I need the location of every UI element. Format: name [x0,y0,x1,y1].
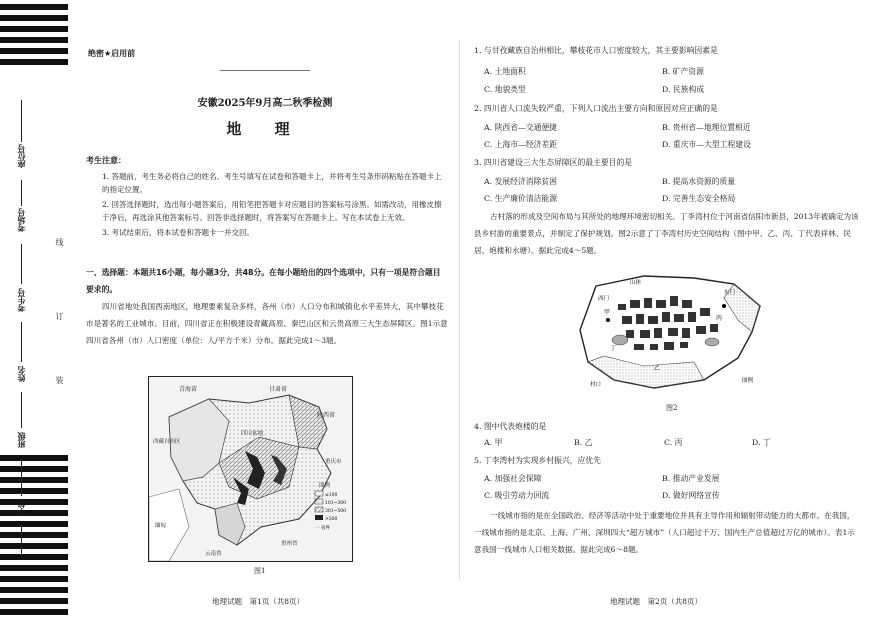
note-item: 2. 回答选择题时，选出每小题答案后，用铅笔把答题卡对应题目的答案标号涂黑。如需改动，用橡皮擦干净后，再选涂其他答案标号。回答非选择题时，将答案写在答题卡上。写在本试卷上无效。 [102,200,442,222]
legend-item: 101~300 [325,501,346,506]
option: A. 加强社会保障 [484,474,542,483]
map-svg [149,377,352,561]
question-4: 4. 图中代表炮楼的是 [474,422,547,431]
candidate-number-field: 考生号 [17,288,26,312]
plan-label: 丁 [610,345,617,352]
notes-heading: 考生注意： [86,156,126,165]
question-2: 2. 四川省人口流失较严重，下列人口流出主要方向和原因对应正确的是 [474,104,718,113]
option: B. 贵州省—地理位置相近 [662,123,751,132]
map-label: 陕西省 [317,412,336,419]
option: D. 丁 [752,438,771,447]
binding-bars-top [0,4,68,70]
binding-strip [0,0,68,630]
map-label: 云南省 [205,551,222,557]
map-label: 贵州省 [281,541,298,547]
seal-line [21,458,22,496]
note-item: 3. 考试结束后，将本试卷和答题卡一并交回。 [102,228,255,237]
sichuan-density-map [148,376,353,562]
plan-label: 甲 [604,309,611,316]
question-1: 1. 与甘孜藏族自治州相比，攀枝花市人口密度较大，其主要影响因素是 [474,46,718,55]
map-label: 甘肃省 [269,386,288,393]
seal-line [21,392,22,428]
name-field: 姓名 [17,366,26,382]
seal-line [21,100,22,142]
option: B. 提高水资源的质量 [662,177,736,186]
plan-label: 丙 [716,315,723,322]
plan-label: 乙 [654,365,661,372]
seal-line [21,244,22,284]
legend-item: 301~500 [325,509,346,514]
school-field: 学校 [17,500,26,516]
confidential-label: 绝密★启用前 [88,49,136,58]
village-plan-figure [574,270,764,395]
seal-line [21,526,22,554]
option: D. 做好网络宣传 [662,491,720,500]
option: D. 民族构成 [662,85,705,94]
option: A. 甲 [484,438,503,447]
exam-title: 安徽2025年9月高二秋季检测 [197,98,333,109]
option: A. 陕西省—交通便捷 [484,123,557,132]
option: D. 重庆市—大型工程建设 [662,140,751,149]
option: D. 完善生态安全格局 [662,194,736,203]
plan-label: 山体 [630,280,642,286]
legend-item: >500 [325,517,338,522]
header-divider [220,70,310,75]
plan-label: 图例 [742,378,754,384]
option: B. 乙 [574,438,593,447]
subject-title: 地 理 [226,120,304,138]
page-2-footer: 地理试题 第2页（共8页） [610,597,703,606]
seal-word-bind: 订 [55,312,64,320]
map-label: 青海省 [179,386,198,393]
passage-sichuan: 四川省地处我国西南地区，地理要素复杂多样，各州（市）人口分布和城镇化水平差异大，其中攀枝花市是著名的工业城市。目前，四川省正在积极建设青藏高原、秦巴山区和云贵高原三大生态屏障区。图1示意四川省各州（市）人口密度（单位：人/平方千米）分布。据此完成1～3题。 [86,302,448,345]
note-item: 1. 答题前，考生务必将自己的姓名、考生号填写在试卷和答题卡上，并将考生号条形码粘贴在答题卡上的指定位置。 [102,172,442,194]
option: A. 土地面积 [484,67,526,76]
map-label: 缅甸 [155,523,167,529]
option: C. 地貌类型 [484,85,526,94]
option: C. 丙 [664,438,683,447]
option: B. 推动产业发展 [662,474,720,483]
plan-svg [574,270,764,395]
plan-label: 村口 [590,382,602,388]
notes-list [102,170,448,241]
legend-item: ≤100 [325,493,338,498]
binding-bars-bottom [0,455,68,620]
figure-2-caption: 图2 [666,404,678,412]
seat-number-field: 座位号 [17,144,26,168]
option: B. 矿产资源 [662,67,704,76]
exam-room-field: 考场号 [17,208,26,232]
seal-line [21,322,22,362]
seal-word-line: 线 [55,238,64,246]
legend-item: 一 省界 [315,526,330,531]
seal-word-pack: 装 [55,376,64,384]
option: C. 生产廉价清洁能源 [484,194,558,203]
option: C. 上海市—经济差距 [484,140,558,149]
map-label: 西藏自治区 [153,439,181,445]
question-3: 3. 四川省建设三大生态屏障区的最主要目的是 [474,158,633,167]
column-divider [459,40,460,580]
option: A. 发展经济消除贫困 [484,177,557,186]
seal-line [21,180,22,206]
option: C. 吸引劳动力回流 [484,491,550,500]
plan-label: 西门 [598,296,610,302]
map-label: 四川盆地 [241,431,264,437]
class-field: 班级 [17,432,26,448]
legend-title: 图例 [319,483,331,489]
question-5: 5. 丁李湾村为实现乡村振兴，应优先 [474,456,601,465]
passage-first-tier-cities: 一线城市指的是在全国政治、经济等活动中处于重要地位并具有主导作用和辐射带动能力的大都市。在我国，一线城市指的是北京、上海、广州、深圳四大“超万城市”（人口超过千万、国内生产总值超过万亿的城市）。表1示意我国一线城市人口相关数据。据此完成6～8题。 [474,511,855,554]
plan-label: 东门 [724,290,736,296]
figure-1-caption: 图1 [254,567,266,575]
page-1-footer: 地理试题 第1页（共8页） [212,597,305,606]
map-label: 重庆市 [325,459,342,465]
section-title: 一、选择题：本题共16小题，每小题3分，共48分。在每小题给出的四个选项中，只有一项是符合题目要求的。 [86,268,441,294]
passage-dingliwan: 古村落的形成及空间布局与其所处的地理环境密切相关。丁李湾村位于河南省信阳市新县，2013年被确定为该县乡村游的重要景点，并制定了保护规划。图2示意了丁李湾村历史空间结构（图中甲、乙、丙、丁代表祥林、民居、炮楼和水塘）。据此完成4～5题。 [474,212,859,255]
